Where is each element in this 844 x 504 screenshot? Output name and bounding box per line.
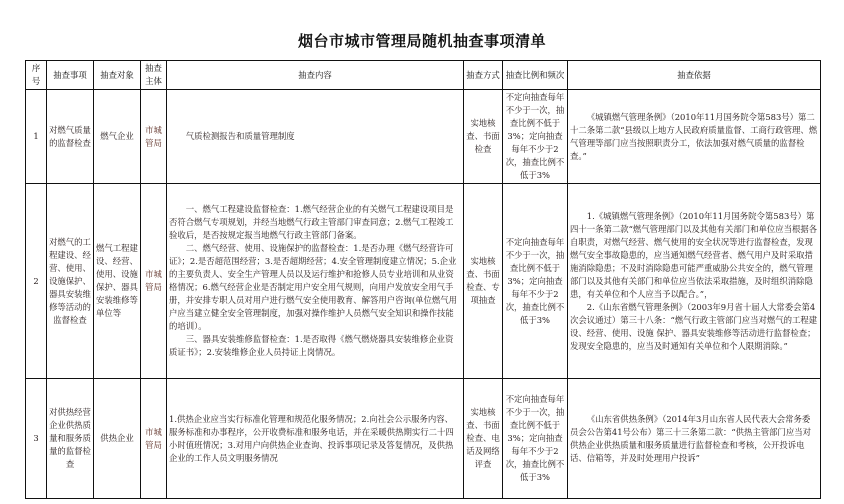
table-row bbox=[26, 184, 821, 379]
header-row bbox=[26, 61, 821, 90]
table-row bbox=[26, 379, 821, 499]
cell-item: 对供热经营企业供热质量和服务质量的监督检查 bbox=[47, 379, 94, 499]
cell-agency: 市城管局 bbox=[141, 184, 167, 379]
cell-ratio: 不定向抽查每年不少于一次，抽查比例不低于3%；定向抽查每年不少于2次，抽查比例不低于3% bbox=[503, 184, 568, 379]
header-no: 序号 bbox=[26, 61, 47, 90]
cell-content bbox=[167, 90, 464, 184]
header-agency: 抽查主体 bbox=[141, 61, 167, 90]
content-paragraph: 二、燃气经营、使用、设施保护的监督检查：1.是否办理《燃气经营许可证》；2.是否超范围经营；3.是否超期经营；4.安全管理制度建立情况；5.企业的主要负责人、安全生产管理人员以及运行维护和抢修人员专业培训和从业资格情况；6.燃气经营企业是否制定用户安全用气规则，向用户发放安全用气手册，并安排专职人员对用户进行燃气安全使用教育、解答用户咨询(单位燃气用户应当建立健全安全管理制度，加强对操作维护人员燃气安全知识和操作技能的培训）。 bbox=[169, 243, 458, 331]
cell-item: 对燃气的工程建设、经营、使用、设施保护、器具安装维修等活动的监督检查 bbox=[47, 184, 94, 379]
header-target: 抽查对象 bbox=[94, 61, 141, 90]
cell-agency: 市城管局 bbox=[141, 90, 167, 184]
basis-paragraph: 2.《山东省燃气管理条例》（2003年9月省十届人大常委会第4次会议通过）第三十八条：“燃气行政主管部门应当对燃气的工程建设、经营、使用、设施 保护、器具安装维修等活动进行监督检查；发现安全隐患的，应当及时通知有关单位和个人限期消除。” bbox=[570, 301, 818, 351]
cell-target: 供热企业 bbox=[94, 379, 141, 499]
table-row bbox=[26, 90, 821, 184]
cell-agency: 市城管局 bbox=[141, 379, 167, 499]
cell-content bbox=[167, 184, 464, 379]
basis-paragraph: 《山东省供热条例》（2014年3月山东省人民代表大会常务委员会公告第41号公布）第三十三条第二款：“供热主管部门应当对供热企业供热质量和服务质量进行监督检查和考核，公开投诉电话、信箱等，并及时处理用户投诉” bbox=[570, 413, 812, 463]
cell-method: 实地核查、书面检查 bbox=[464, 90, 503, 184]
basis-paragraph: 《城镇燃气管理条例》（2010年11月国务院令第583号）第二十二条第二款“县级以上地方人民政府质量监督、工商行政管理、燃气管理等部门应当按照职责分工，依法加强对燃气质量的监督检查。” bbox=[570, 111, 818, 161]
cell-target: 燃气工程建设、经营、使用、设施保护、器具安装维修等单位等 bbox=[94, 184, 141, 379]
cell-method: 实地核查、书面检查、电话及网络评查 bbox=[464, 379, 503, 499]
cell-method: 实地核查、书面检查、专项抽查 bbox=[464, 184, 503, 379]
cell-no: 2 bbox=[26, 184, 47, 379]
header-item: 抽查事项 bbox=[47, 61, 94, 90]
header-method: 抽查方式 bbox=[464, 61, 503, 90]
content-paragraph: 气质检测报告和质量管理制度 bbox=[185, 131, 295, 141]
cell-basis bbox=[568, 184, 821, 379]
page-title: 烟台市城市管理局随机抽查事项清单 bbox=[297, 32, 546, 50]
cell-no: 1 bbox=[26, 90, 47, 184]
header-basis: 抽查依据 bbox=[568, 61, 821, 90]
cell-ratio: 不定向抽查每年不少于一次，抽查比例不低于3%；定向抽查每年不少于2次，抽查比例不低于3% bbox=[503, 379, 568, 499]
cell-content: 1.供热企业应当实行标准化管理和规范化服务情况；2.向社会公示服务内容、服务标准和办事程序，公开收费标准和服务电话，并在采暖供热期实行二十四小时值班情况；3.对用户向供热企业查询、投诉事项记录及答复情况，及供热企业的工作人员文明服务情况 bbox=[167, 379, 464, 499]
header-ratio: 抽查比例和频次 bbox=[503, 61, 568, 90]
inspection-table bbox=[25, 60, 821, 499]
cell-item: 对燃气质量的监督检查 bbox=[47, 90, 94, 184]
cell-no: 3 bbox=[26, 379, 47, 499]
cell-basis bbox=[568, 379, 821, 499]
cell-basis bbox=[568, 90, 821, 184]
header-content: 抽查内容 bbox=[167, 61, 464, 90]
content-paragraph: 三、器具安装维修监督检查：1.是否取得《燃气燃烧器具安装维修企业资质证书》；2.安装维修企业人员持证上岗情况。 bbox=[169, 334, 454, 357]
cell-target: 燃气企业 bbox=[94, 90, 141, 184]
basis-paragraph: 1.《城镇燃气管理条例》（2010年11月国务院令第583号）第四十一条第二款“燃气管理部门以及其他有关部门和单位应当根据各自职责，对燃气经营、燃气使用的安全状况等进行监督检查，发现燃气安全事故隐患的，应当通知燃气经营者、燃气用户及时采取措施消除隐患；不及时消除隐患可能严重威胁公共安全的，燃气管理部门以及其他有关部门和单位应当依法采取措施，及时组织消除隐患，有关单位和个人应当予以配合。”， bbox=[570, 210, 818, 299]
cell-ratio: 不定向抽查每年不少于一次，抽查比例不低于3%；定向抽查每年不少于2次，抽查比例不低于3% bbox=[503, 90, 568, 184]
content-paragraph: 一、燃气工程建设监督检查：1.燃气经营企业的有关燃气工程建设项目是否符合燃气专项规划，并经当地燃气行政主管部门审查同意；2.燃气工程竣工验收后，是否按规定报当地燃气行政主管部门备案。 bbox=[169, 204, 454, 240]
